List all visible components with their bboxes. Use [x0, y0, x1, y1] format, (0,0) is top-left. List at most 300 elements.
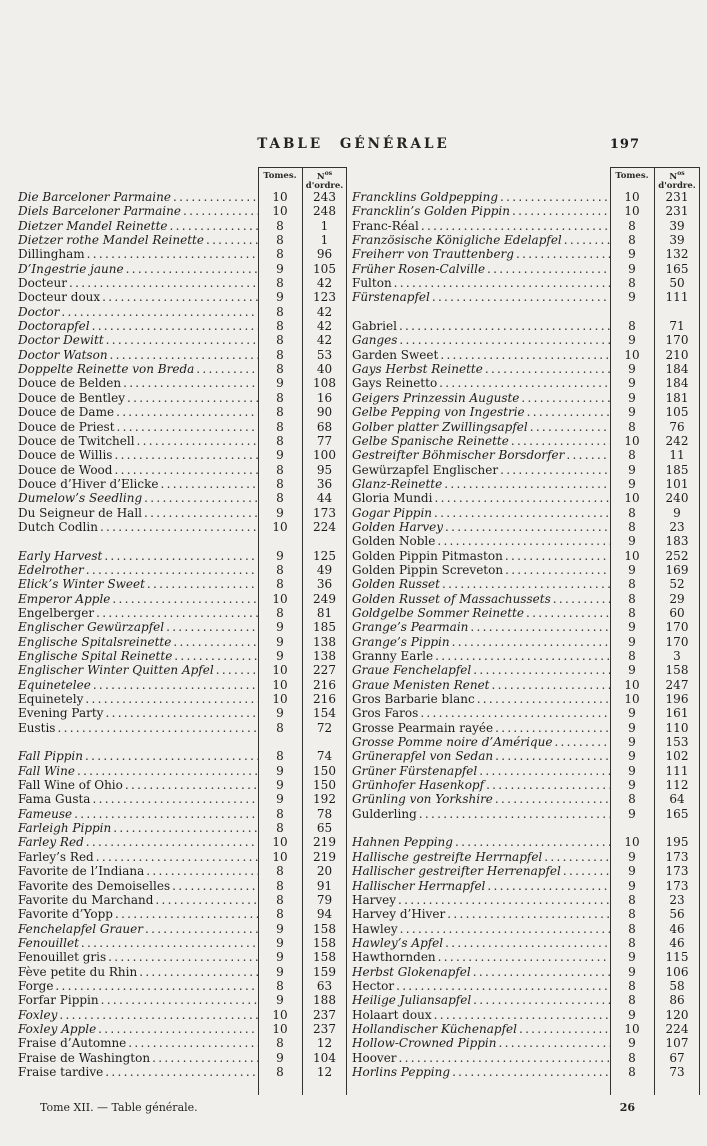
- dot-leader: [112, 448, 258, 462]
- entry-name: Geigers Prinzessin Auguste: [352, 390, 520, 405]
- entry-tome: 10: [272, 204, 288, 219]
- table-row: [18, 764, 347, 778]
- dot-leader: [171, 190, 258, 204]
- entry-tome: 9: [628, 763, 636, 778]
- table-row: [352, 333, 700, 347]
- dot-leader: [194, 362, 258, 376]
- entry-ordre: 71: [669, 319, 685, 334]
- table-row: [352, 233, 700, 247]
- entry-name-cell: [18, 907, 258, 921]
- entry-name-cell: [18, 491, 258, 505]
- entry-ordre: 46: [669, 935, 685, 950]
- entry-tome: 8: [276, 978, 284, 993]
- entry-name: Graue Menisten Renet: [352, 677, 490, 692]
- table-row: [18, 1036, 347, 1050]
- entry-name-cell: [352, 907, 610, 921]
- entry-tome: 10: [624, 677, 640, 692]
- entry-tome: 8: [276, 333, 284, 348]
- entry-name-cell: [352, 348, 610, 362]
- entry-name: Grünling von Yorkshire: [352, 792, 493, 807]
- dot-leader: [125, 391, 258, 405]
- entry-name-cell: [18, 305, 258, 319]
- entry-tome: 8: [628, 907, 636, 922]
- entry-name: Hallischer gestreifter Herrenapfel: [352, 864, 561, 879]
- entry-name: Golden Pippin Pitmaston: [352, 548, 503, 563]
- dot-leader: [90, 792, 258, 806]
- entry-name-cell: [352, 391, 610, 405]
- entry-tome: 8: [628, 505, 636, 520]
- entry-ordre: 12: [316, 1064, 333, 1079]
- entry-name: Docteur: [18, 276, 67, 291]
- entry-ordre: 227: [313, 663, 336, 678]
- entry-name: Grosse Pomme noire d’Amérique: [352, 735, 553, 750]
- entry-name-cell: [352, 549, 610, 563]
- entry-name-cell: [18, 420, 258, 434]
- entry-tome: 9: [628, 849, 636, 864]
- entry-name: Golden Pippin Screveton: [352, 562, 504, 577]
- entry-name-cell: [18, 290, 258, 304]
- entry-name: Evening Party: [18, 706, 104, 721]
- entry-name: Dietzer rothe Mandel Reinette: [18, 233, 204, 248]
- entry-name: Fève petite du Rhin: [18, 964, 138, 979]
- dot-leader: [103, 1065, 258, 1079]
- entry-ordre: 1: [320, 233, 329, 248]
- spacer-row: [352, 821, 700, 835]
- entry-name: Golden Noble: [352, 534, 436, 549]
- table-row: [352, 1008, 700, 1022]
- entry-name: Fall Wine of Ohio: [18, 778, 123, 793]
- dot-leader: [510, 204, 610, 218]
- entry-name-cell: [18, 635, 258, 649]
- entry-name-cell: [18, 864, 258, 878]
- entry-ordre: 231: [665, 204, 689, 219]
- footer-signature-number: 26: [619, 1101, 635, 1114]
- dot-leader: [114, 405, 258, 419]
- entry-ordre: 36: [316, 476, 333, 491]
- entry-ordre: 196: [665, 692, 689, 707]
- entry-name: Douce d’Hiver d’Elicke: [18, 476, 159, 491]
- entry-tome: 9: [276, 620, 284, 635]
- dot-leader: [477, 764, 610, 778]
- table-row: [18, 879, 347, 893]
- entry-name: Glanz-Reinette: [352, 476, 443, 491]
- entry-name: Französische Königliche Edelapfel: [352, 233, 562, 248]
- entry-name-cell: [18, 204, 258, 218]
- table-row: [352, 534, 700, 548]
- entry-name-cell: [352, 1022, 610, 1036]
- dot-leader: [430, 290, 610, 304]
- table-row: [18, 965, 347, 979]
- header-top-rule: [610, 167, 700, 168]
- table-row: [18, 893, 347, 907]
- entry-tome: 9: [628, 620, 636, 635]
- entry-ordre: 170: [665, 634, 689, 649]
- entry-ordre: 237: [313, 1007, 336, 1022]
- entry-name: Fenouillet: [18, 935, 79, 950]
- entry-name: Favorite des Demoiselles: [18, 878, 171, 893]
- dot-leader: [432, 506, 610, 520]
- dot-leader: [483, 362, 610, 376]
- table-row: [18, 420, 347, 434]
- column-header-ordre-abbrev: $N^{os}$: [669, 170, 685, 182]
- entry-name: Dutch Codlin: [18, 519, 98, 534]
- dot-leader: [432, 491, 610, 505]
- table-row: [18, 448, 347, 462]
- table-row: [352, 649, 700, 663]
- entry-name-cell: [352, 577, 610, 591]
- entry-ordre: 150: [313, 763, 336, 778]
- entry-name-cell: [352, 276, 610, 290]
- table-row: [352, 606, 700, 620]
- entry-tome: 10: [272, 663, 288, 678]
- table-row: [352, 850, 700, 864]
- table-row: [352, 778, 700, 792]
- entry-tome: 8: [276, 304, 284, 319]
- dot-leader: [432, 1008, 610, 1022]
- table-row: [352, 448, 700, 462]
- dot-leader: [121, 376, 258, 390]
- entry-tome: 9: [628, 878, 636, 893]
- dot-leader: [170, 879, 258, 893]
- table-row: [18, 922, 347, 936]
- entry-ordre: 79: [316, 892, 333, 907]
- table-row: [352, 348, 700, 362]
- entry-tome: 10: [624, 491, 640, 506]
- entry-name-cell: [352, 778, 610, 792]
- entry-name-cell: [18, 893, 258, 907]
- table-row: [18, 506, 347, 520]
- entry-name: Hawthornden: [352, 950, 436, 965]
- entry-name: Holaart doux: [352, 1007, 432, 1022]
- table-row: [352, 1051, 700, 1065]
- entry-tome: 9: [628, 247, 636, 262]
- entry-name: Foxley: [18, 1007, 58, 1022]
- entry-name-cell: [18, 233, 258, 247]
- entry-ordre: 42: [316, 319, 333, 334]
- entry-tome: 8: [276, 462, 284, 477]
- dot-leader: [144, 864, 258, 878]
- entry-name-cell: [352, 1008, 610, 1022]
- entry-tome: 10: [272, 677, 288, 692]
- dot-leader: [57, 1008, 258, 1022]
- entry-ordre: 100: [313, 448, 336, 463]
- entry-ordre: 111: [665, 290, 689, 305]
- table-row: [352, 907, 700, 921]
- entry-ordre: 158: [665, 663, 689, 678]
- entry-name-cell: [18, 563, 258, 577]
- table-row: [18, 821, 347, 835]
- entry-name: Herbst Glokenapfel: [352, 964, 471, 979]
- entry-tome: 9: [276, 634, 284, 649]
- entry-name: Gays Reinetto: [352, 376, 438, 391]
- entry-name-cell: [352, 864, 610, 878]
- entry-name-cell: [352, 606, 610, 620]
- entry-ordre: 216: [313, 677, 336, 692]
- entry-tome: 9: [628, 950, 636, 965]
- dot-leader: [471, 663, 610, 677]
- dot-leader: [493, 792, 610, 806]
- entry-tome: 9: [628, 778, 636, 793]
- entry-name-cell: [352, 1065, 610, 1079]
- entry-name-cell: [18, 1051, 258, 1065]
- entry-tome: 8: [628, 448, 636, 463]
- dot-leader: [419, 219, 610, 233]
- entry-name: Englischer Winter Quitten Apfel: [18, 663, 214, 678]
- table-row: [18, 1051, 347, 1065]
- table-row: [352, 276, 700, 290]
- entry-name: Fraise d’Automne: [18, 1036, 127, 1051]
- entry-ordre: 132: [665, 247, 689, 262]
- dot-leader: [84, 835, 258, 849]
- entry-name-cell: [352, 663, 610, 677]
- table-row: [352, 663, 700, 677]
- dot-leader: [55, 721, 258, 735]
- dot-leader: [498, 190, 610, 204]
- entry-name-cell: [18, 620, 258, 634]
- entry-name-cell: [18, 391, 258, 405]
- entry-ordre: 77: [316, 433, 333, 448]
- entry-name: Fama Gusta: [18, 792, 91, 807]
- entry-name: Horlins Pepping: [352, 1064, 451, 1079]
- table-row: [18, 204, 347, 218]
- entry-name-cell: [352, 835, 610, 849]
- dot-leader: [436, 950, 610, 964]
- entry-ordre: 240: [665, 491, 689, 506]
- dot-leader: [450, 635, 610, 649]
- entry-ordre: 192: [313, 792, 336, 807]
- entry-ordre: 3: [673, 649, 681, 663]
- entry-name: Engelberger: [18, 605, 95, 620]
- dot-leader: [503, 549, 610, 563]
- entry-ordre: 23: [669, 892, 685, 907]
- entry-name-cell: [352, 893, 610, 907]
- entry-rows: [352, 190, 700, 1079]
- entry-tome: 8: [276, 491, 284, 506]
- entry-tome: 9: [276, 950, 284, 965]
- entry-name: Doctor: [18, 304, 60, 319]
- entry-ordre: 29: [669, 591, 685, 606]
- table-row: [352, 807, 700, 821]
- entry-ordre: 106: [665, 964, 689, 979]
- entry-name-cell: [352, 936, 610, 950]
- entry-ordre: 115: [665, 950, 689, 965]
- dot-leader: [524, 606, 610, 620]
- dot-leader: [493, 749, 610, 763]
- entry-ordre: 123: [313, 290, 336, 305]
- table-row: [352, 319, 700, 333]
- dot-leader: [398, 922, 610, 936]
- table-row: [352, 563, 700, 577]
- entry-tome: 10: [624, 835, 640, 850]
- entry-name-cell: [18, 778, 258, 792]
- entry-rows: [18, 190, 347, 1079]
- dot-leader: [100, 290, 258, 304]
- table-row: [18, 305, 347, 319]
- entry-tome: 9: [628, 390, 636, 405]
- table-row: [18, 592, 347, 606]
- dot-leader: [98, 520, 258, 534]
- entry-tome: 8: [628, 233, 636, 248]
- entry-tome: 8: [276, 247, 284, 262]
- dot-leader: [503, 563, 610, 577]
- table-row: [18, 807, 347, 821]
- dot-leader: [542, 850, 610, 864]
- dot-leader: [85, 247, 258, 261]
- entry-tome: 9: [628, 534, 636, 549]
- entry-name: Douce de Twitchell: [18, 433, 135, 448]
- entry-name-cell: [352, 922, 610, 936]
- table-row: [352, 965, 700, 979]
- dot-leader: [75, 764, 258, 778]
- dot-leader: [514, 247, 610, 261]
- dot-leader: [108, 348, 258, 362]
- entry-ordre: 154: [313, 706, 336, 721]
- table-row: [18, 290, 347, 304]
- entry-name-cell: [352, 692, 610, 706]
- table-row: [352, 879, 700, 893]
- column-header-ordre-word: d'ordre.: [658, 181, 696, 192]
- dot-leader: [83, 692, 258, 706]
- entry-ordre: 112: [665, 778, 689, 793]
- entry-ordre: 173: [665, 864, 689, 879]
- table-row: [352, 864, 700, 878]
- dot-leader: [214, 663, 258, 677]
- entry-name: Favorite de l’Indiana: [18, 864, 145, 879]
- entry-name: Hollow-Crowned Pippin: [352, 1036, 497, 1051]
- entry-name: Hawley’s Apfel: [352, 935, 444, 950]
- entry-ordre: 161: [665, 706, 689, 721]
- entry-name-cell: [18, 463, 258, 477]
- entry-name-cell: [18, 190, 258, 204]
- entry-tome: 8: [628, 591, 636, 606]
- entry-ordre: 76: [669, 419, 685, 434]
- table-row: [352, 835, 700, 849]
- table-row: [352, 434, 700, 448]
- table-row: [352, 950, 700, 964]
- entry-ordre: 158: [313, 935, 336, 950]
- entry-tome: 8: [276, 907, 284, 922]
- entry-name: Grünhofer Hasenkopf: [352, 778, 485, 793]
- entry-ordre: 52: [669, 577, 685, 592]
- entry-ordre: 42: [316, 304, 333, 319]
- entry-ordre: 216: [313, 692, 336, 707]
- entry-tome: 9: [276, 792, 284, 807]
- entry-tome: 8: [276, 821, 284, 836]
- entry-name: Grange’s Pippin: [352, 634, 450, 649]
- table-row: [352, 247, 700, 261]
- entry-tome: 9: [276, 706, 284, 721]
- entry-tome: 8: [628, 892, 636, 907]
- entry-tome: 8: [276, 605, 284, 620]
- table-row: [18, 950, 347, 964]
- dot-leader: [519, 391, 610, 405]
- entry-tome: 9: [628, 864, 636, 879]
- dot-leader: [475, 692, 610, 706]
- table-row: [352, 893, 700, 907]
- dot-leader: [437, 376, 610, 390]
- entry-name-cell: [18, 262, 258, 276]
- entry-ordre: 107: [665, 1036, 689, 1051]
- table-row: [18, 692, 347, 706]
- entry-name-cell: [18, 950, 258, 964]
- entry-ordre: 101: [665, 476, 689, 491]
- entry-name: Douce de Dame: [18, 405, 115, 420]
- entry-tome: 8: [276, 390, 284, 405]
- entry-tome: 10: [624, 692, 640, 707]
- table-row: [18, 491, 347, 505]
- table-row: [18, 262, 347, 276]
- entry-name-cell: [18, 247, 258, 261]
- table-row: [352, 577, 700, 591]
- entry-name: Forge: [18, 978, 54, 993]
- entry-name: Doctor Watson: [18, 347, 108, 362]
- entry-ordre: 183: [665, 534, 689, 549]
- dot-leader: [172, 649, 258, 663]
- dot-leader: [498, 463, 610, 477]
- entry-name: Harvey d’Hiver: [352, 907, 446, 922]
- entry-tome: 9: [628, 376, 636, 391]
- entry-name: Englischer Gewürzapfel: [18, 620, 165, 635]
- column-header-ordre: [654, 169, 700, 192]
- entry-ordre: 173: [665, 878, 689, 893]
- entry-name-cell: [18, 448, 258, 462]
- entry-ordre: 90: [316, 405, 333, 420]
- entry-name-cell: [18, 663, 258, 677]
- entry-name-cell: [352, 979, 610, 993]
- table-row: [352, 362, 700, 376]
- table-row: [18, 620, 347, 634]
- dot-leader: [168, 219, 258, 233]
- dot-leader: [551, 592, 610, 606]
- table-row: [352, 592, 700, 606]
- entry-name-cell: [352, 376, 610, 390]
- dot-leader: [440, 577, 610, 591]
- table-row: [18, 463, 347, 477]
- entry-name-cell: [352, 764, 610, 778]
- entry-tome: 8: [276, 276, 284, 291]
- table-row: [18, 649, 347, 663]
- entry-tome: 8: [276, 806, 284, 821]
- entry-ordre: 195: [665, 835, 689, 850]
- entry-tome: 8: [276, 433, 284, 448]
- entry-name-cell: [18, 549, 258, 563]
- table-row: [352, 1036, 700, 1050]
- dot-leader: [142, 491, 258, 505]
- entry-ordre: 248: [313, 204, 336, 219]
- entry-name: Equinetely: [18, 692, 84, 707]
- table-row: [18, 749, 347, 763]
- entry-ordre: 184: [665, 376, 689, 391]
- dot-leader: [158, 477, 258, 491]
- dot-leader: [126, 1036, 258, 1050]
- entry-tome: 9: [628, 1036, 636, 1051]
- entry-tome: 8: [276, 218, 284, 233]
- entry-name-cell: [18, 477, 258, 491]
- entry-name-cell: [18, 879, 258, 893]
- spacer-row: [18, 534, 347, 548]
- entry-name: Gogar Pippin: [352, 505, 433, 520]
- entry-name: Fall Pippin: [18, 749, 83, 764]
- dot-leader: [485, 262, 610, 276]
- table-row: [352, 792, 700, 806]
- dot-leader: [468, 620, 610, 634]
- dot-leader: [99, 993, 258, 1007]
- entry-name-cell: [18, 649, 258, 663]
- entry-name-cell: [352, 247, 610, 261]
- entry-tome: 8: [276, 1036, 284, 1051]
- table-row: [352, 635, 700, 649]
- entry-name-cell: [18, 1022, 258, 1036]
